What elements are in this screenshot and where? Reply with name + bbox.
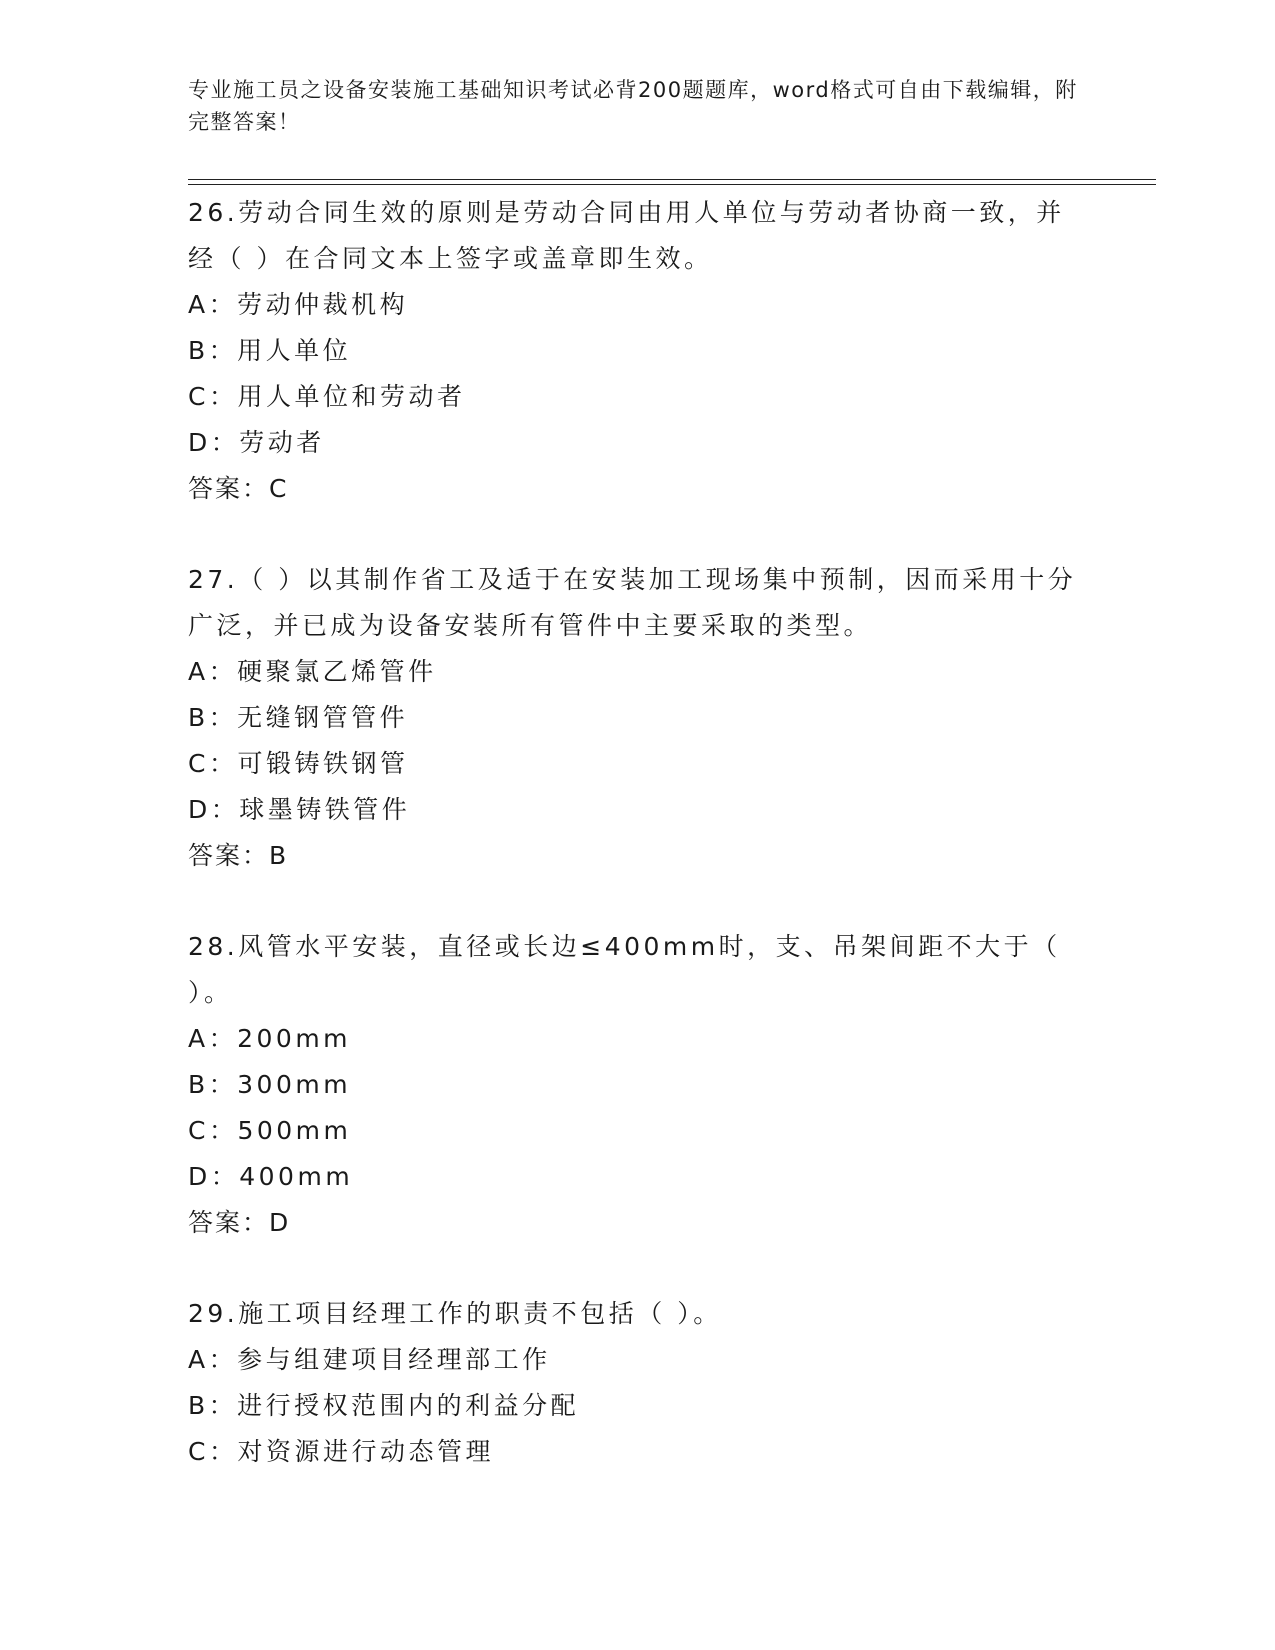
question-29 xyxy=(188,1291,1088,1475)
question-stem: 28.风管水平安装，直径或长边≤400mm时，支、吊架间距不大于（ ）。 xyxy=(188,932,1061,1007)
question-27 xyxy=(188,557,1088,879)
option-b: B：进行授权范围内的利益分配 xyxy=(188,1391,580,1420)
header-divider-bottom xyxy=(188,184,1156,185)
option-d: D：劳动者 xyxy=(188,428,325,457)
question-stem: 29.施工项目经理工作的职责不包括（ ）。 xyxy=(188,1299,722,1328)
option-c: C：可锻铸铁钢管 xyxy=(188,749,409,778)
option-d: D：400mm xyxy=(188,1162,354,1191)
question-26 xyxy=(188,190,1088,512)
option-c: C：对资源进行动态管理 xyxy=(188,1437,494,1466)
document-header: 专业施工员之设备安装施工基础知识考试必背200题题库，word格式可自由下载编辑，附完整答案！ xyxy=(188,78,1078,134)
option-a: A：硬聚氯乙烯管件 xyxy=(188,657,437,686)
option-d: D：球墨铸铁管件 xyxy=(188,795,411,824)
answer-line: 答案：C xyxy=(188,474,289,503)
option-a: A：参与组建项目经理部工作 xyxy=(188,1345,551,1374)
option-b: B：300mm xyxy=(188,1070,352,1099)
option-c: C：用人单位和劳动者 xyxy=(188,382,466,411)
question-stem: 27.（ ）以其制作省工及适于在安装加工现场集中预制，因而采用十分广泛，并已成为设备安装所有管件中主要采取的类型。 xyxy=(188,565,1077,640)
option-b: B：用人单位 xyxy=(188,336,352,365)
option-a: A：200mm xyxy=(188,1024,352,1053)
question-stem: 26.劳动合同生效的原则是劳动合同由用人单位与劳动者协商一致，并经（ ）在合同文本上签字或盖章即生效。 xyxy=(188,198,1065,273)
question-28 xyxy=(188,924,1088,1246)
option-a: A：劳动仲裁机构 xyxy=(188,290,409,319)
option-c: C：500mm xyxy=(188,1116,352,1145)
option-b: B：无缝钢管管件 xyxy=(188,703,409,732)
answer-line: 答案：B xyxy=(188,841,289,870)
question-list xyxy=(188,190,1088,1520)
header-divider-top xyxy=(188,179,1156,180)
answer-line: 答案：D xyxy=(188,1208,291,1237)
